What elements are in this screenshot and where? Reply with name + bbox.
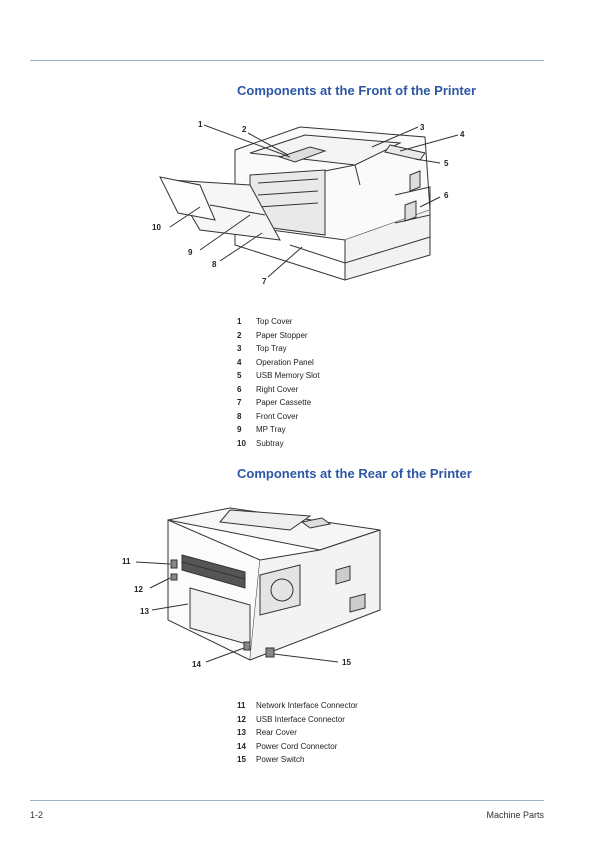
legend-number: 10 — [237, 438, 246, 448]
callout-12: 12 — [134, 585, 143, 594]
legend-item — [237, 726, 358, 740]
legend-label: Power Switch — [256, 755, 305, 764]
footer-rule — [30, 800, 544, 801]
legend-label: Front Cover — [256, 411, 299, 421]
legend-item — [237, 437, 320, 451]
chapter-title: Machine Parts — [486, 810, 544, 820]
legend-item — [237, 699, 358, 713]
callout-4: 4 — [460, 130, 465, 139]
legend-label: Subtray — [256, 438, 284, 448]
callout-6: 6 — [444, 191, 449, 200]
legend-item — [237, 369, 320, 383]
header-rule — [30, 60, 544, 61]
legend-item — [237, 713, 358, 727]
callout-2: 2 — [242, 125, 247, 134]
legend-number: 15 — [237, 755, 246, 764]
rear-parts-legend — [237, 699, 358, 767]
legend-number: 11 — [237, 701, 246, 710]
legend-label: Top Cover — [256, 317, 293, 326]
callout-14: 14 — [192, 660, 201, 669]
legend-number: 8 — [237, 411, 242, 421]
callout-15: 15 — [342, 658, 351, 667]
legend-item — [237, 383, 320, 397]
legend-label: Paper Cassette — [256, 398, 312, 407]
legend-number: 4 — [237, 357, 242, 367]
front-parts-legend — [237, 315, 320, 450]
callout-3: 3 — [420, 123, 425, 132]
front-section-title: Components at the Front of the Printer — [237, 83, 477, 98]
rear-printer-illustration — [110, 500, 390, 675]
legend-item — [237, 740, 358, 754]
legend-item — [237, 342, 320, 356]
callout-10: 10 — [152, 223, 161, 232]
legend-label: Paper Stopper — [256, 330, 308, 340]
legend-number: 9 — [237, 425, 242, 434]
legend-label: Rear Cover — [256, 728, 297, 737]
legend-number: 12 — [237, 714, 246, 724]
legend-label: Right Cover — [256, 384, 299, 394]
legend-label: Network Interface Connector — [256, 701, 358, 710]
callout-5: 5 — [444, 159, 449, 168]
legend-label: MP Tray — [256, 425, 286, 434]
callout-11: 11 — [122, 557, 131, 566]
legend-label: USB Memory Slot — [256, 371, 320, 380]
legend-number: 14 — [237, 741, 246, 751]
legend-label: Power Cord Connector — [256, 741, 338, 751]
legend-item — [237, 315, 320, 329]
legend-item — [237, 753, 358, 767]
front-printer-illustration — [140, 115, 480, 295]
callout-7: 7 — [262, 277, 267, 286]
legend-number: 5 — [237, 371, 242, 380]
legend-label: USB Interface Connector — [256, 714, 345, 724]
legend-item — [237, 356, 320, 370]
legend-item — [237, 410, 320, 424]
legend-number: 1 — [237, 317, 242, 326]
page-number: 1-2 — [30, 810, 44, 820]
legend-number: 13 — [237, 728, 246, 737]
legend-item — [237, 423, 320, 437]
legend-number: 2 — [237, 330, 242, 340]
callout-13: 13 — [140, 607, 149, 616]
legend-item — [237, 329, 320, 343]
callout-8: 8 — [212, 260, 217, 269]
legend-number: 7 — [237, 398, 242, 407]
callout-1: 1 — [198, 120, 203, 129]
rear-section-title: Components at the Rear of the Printer — [237, 466, 472, 481]
legend-label: Operation Panel — [256, 357, 314, 367]
legend-number: 3 — [237, 344, 242, 353]
legend-number: 6 — [237, 384, 242, 394]
callout-9: 9 — [188, 248, 193, 257]
legend-label: Top Tray — [256, 344, 287, 353]
legend-item — [237, 396, 320, 410]
